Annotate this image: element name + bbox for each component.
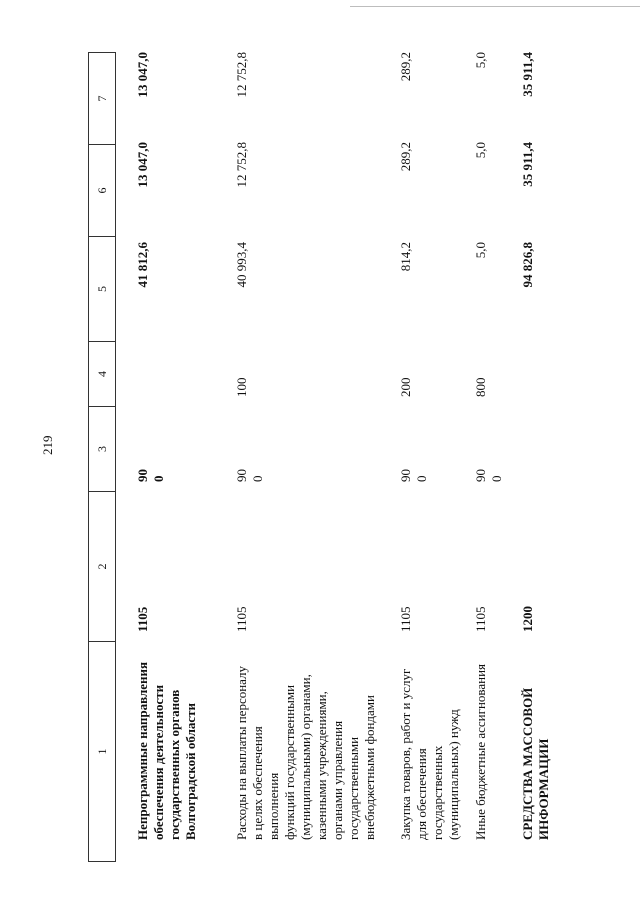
row-program: 90 0: [473, 469, 504, 482]
row-code: 1105: [473, 606, 488, 632]
row-col7: 5,0: [473, 52, 488, 69]
row-name: Иные бюджетные ассигнования: [473, 663, 488, 840]
row-col7: 35 911,4: [520, 52, 535, 97]
header-col-3: 3: [89, 406, 115, 491]
row-code: 1105: [135, 606, 150, 632]
row-vr: 200: [398, 377, 413, 397]
row-col6: 35 911,4: [520, 142, 535, 187]
row-col6: 13 047,0: [135, 142, 150, 188]
row-col5: 94 826,8: [520, 242, 535, 288]
top-border-line: [350, 6, 640, 7]
row-name: Расходы на выплаты персоналу в целях обеспечения выполнения функций государственными (муниципальными) органами, казенными учреждениями, органами управления государственными внебюджетными фондами: [234, 665, 377, 840]
row-code: 1200: [520, 606, 535, 632]
row-name: Закупка товаров, работ и услуг для обеспечения государственных (муниципальных) нужд: [398, 668, 461, 840]
row-vr: 800: [473, 377, 488, 397]
header-col-5: 5: [89, 236, 115, 341]
header-col-7: 7: [89, 52, 115, 144]
row-col7: 289,2: [398, 52, 413, 82]
row-name: СРЕДСТВА МАССОВОЙ ИНФОРМАЦИИ: [520, 687, 551, 840]
header-col-2: 2: [89, 491, 115, 641]
row-program: 90 0: [398, 469, 429, 482]
row-col6: 289,2: [398, 142, 413, 172]
row-name: Непрограммные направления обеспечения деятельности государственных органов Волгоградской области: [135, 661, 198, 840]
row-program: 90 0: [135, 469, 166, 482]
budget-table: [88, 52, 636, 862]
header-col-6: 6: [89, 144, 115, 236]
row-code: 1105: [234, 606, 249, 632]
row-col5: 40 993,4: [234, 242, 249, 288]
page-number: 219: [40, 435, 55, 455]
table-header: [88, 52, 116, 862]
row-vr: 100: [234, 377, 249, 397]
header-col-4: 4: [89, 341, 115, 406]
row-col7: 13 047,0: [135, 52, 150, 98]
header-col-1: 1: [89, 641, 115, 861]
row-col5: 5,0: [473, 242, 488, 259]
row-col6: 12 752,8: [234, 142, 249, 188]
row-col5: 41 812,6: [135, 242, 150, 288]
row-col7: 12 752,8: [234, 52, 249, 98]
row-col5: 814,2: [398, 242, 413, 272]
row-code: 1105: [398, 606, 413, 632]
row-col6: 5,0: [473, 142, 488, 159]
row-program: 90 0: [234, 469, 265, 482]
